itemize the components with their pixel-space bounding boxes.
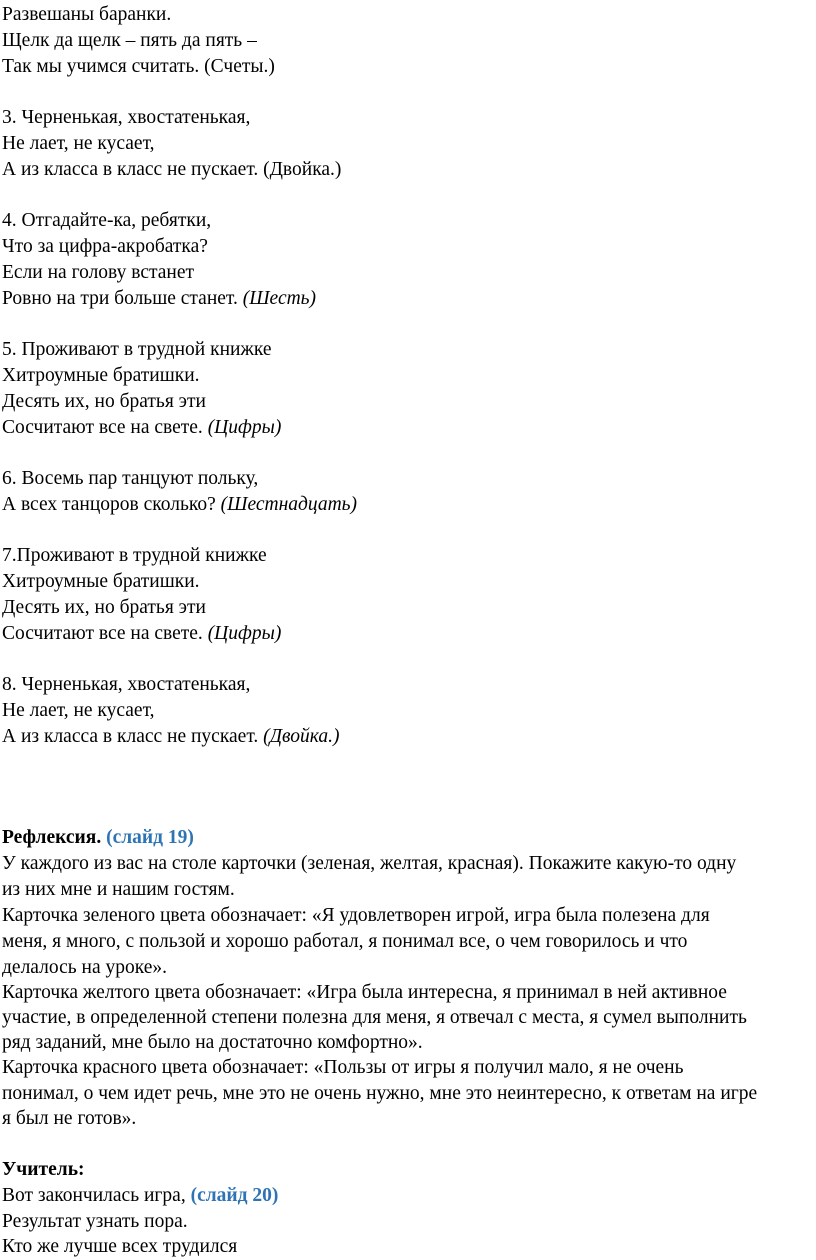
- teacher-heading: Учитель:: [2, 1159, 85, 1180]
- teacher-line-3: Кто же лучше всех трудился: [2, 1236, 238, 1257]
- reflection-line-7: участие, в определенной степени полезна для меня, я отвечал с места, я сумел выполнить: [2, 1007, 747, 1028]
- riddle-8-line-1: 8. Черненькая, хвостатенькая,: [2, 674, 251, 695]
- teacher-line-1: [2, 1183, 278, 1209]
- riddle-4-line-1: 4. Отгадайте-ка, ребятки,: [2, 210, 212, 231]
- riddle-8-answer: (Двойка.): [263, 726, 340, 747]
- reflection-line-8: ряд заданий, мне было на достаточно комфортно».: [2, 1032, 423, 1053]
- reflection-line-6: Карточка желтого цвета обозначает: «Игра была интересна, я принимал в ней активное: [2, 982, 727, 1003]
- riddle-5-line-1: 5. Проживают в трудной книжке: [2, 339, 272, 360]
- reflection-line-11: я был не готов».: [2, 1108, 137, 1129]
- teacher-line-2: Результат узнать пора.: [2, 1211, 188, 1232]
- riddle-4-answer: (Шесть): [242, 288, 317, 309]
- riddle-4-line-3: Если на голову встанет: [2, 262, 195, 283]
- riddle-7-text: Сосчитают все на свете.: [2, 623, 203, 644]
- riddle-7-line-4: [2, 621, 281, 647]
- riddle-4-text: Ровно на три больше станет.: [2, 288, 238, 309]
- riddle-8-text: А из класса в класс не пускает.: [2, 726, 259, 747]
- riddle-7-line-1: 7.Проживают в трудной книжке: [2, 545, 267, 566]
- riddle-8-line-2: Не лает, не кусает,: [2, 700, 155, 721]
- riddle-5-line-4: [2, 415, 281, 441]
- riddle-7-line-2: Хитроумные братишки.: [2, 571, 200, 592]
- riddle-2-line-1: Развешаны баранки.: [2, 4, 172, 25]
- reflection-heading: Рефлексия.: [2, 827, 102, 848]
- riddle-5-line-3: Десять их, но братья эти: [2, 391, 206, 412]
- riddle-4-line-4: [2, 286, 316, 312]
- reflection-line-4: меня, я много, с пользой и хорошо работал, я понимал все, о чем говорилось и что: [2, 931, 688, 952]
- riddle-5-text: Сосчитают все на свете.: [2, 417, 203, 438]
- reflection-line-3: Карточка зеленого цвета обозначает: «Я удовлетворен игрой, игра была полезена для: [2, 905, 710, 926]
- reflection-line-9: Карточка красного цвета обозначает: «Пользы от игры я получил мало, я не очень: [2, 1057, 684, 1078]
- riddle-2-line-3: Так мы учимся считать. (Счеты.): [2, 56, 275, 77]
- teacher-slide-ref: (слайд 20): [190, 1185, 279, 1206]
- riddle-7-answer: (Цифры): [207, 623, 282, 644]
- reflection-line-5: делалось на уроке».: [2, 957, 168, 978]
- reflection-line-1: У каждого из вас на столе карточки (зеленая, желтая, красная). Покажите какую-то одну: [2, 853, 737, 874]
- reflection-line-2: из них мне и нашим гостям.: [2, 879, 235, 900]
- reflection-slide-ref: (слайд 19): [106, 827, 194, 848]
- riddle-5-answer: (Цифры): [207, 417, 282, 438]
- riddle-6-line-2: [2, 492, 357, 518]
- riddle-3-line-1: 3. Черненькая, хвостатенькая,: [2, 107, 251, 128]
- riddle-8-line-3: [2, 724, 340, 750]
- riddle-6-answer: (Шестнадцать): [220, 494, 358, 515]
- riddle-5-line-2: Хитроумные братишки.: [2, 365, 200, 386]
- reflection-heading-line: [2, 825, 194, 851]
- riddle-7-line-3: Десять их, но братья эти: [2, 597, 206, 618]
- riddle-3-line-2: Не лает, не кусает,: [2, 133, 155, 154]
- teacher-line-1-text: Вот закончилась игра,: [2, 1185, 186, 1206]
- riddle-6-line-1: 6. Восемь пар танцуют польку,: [2, 468, 259, 489]
- riddle-4-line-2: Что за цифра-акробатка?: [2, 236, 208, 257]
- riddle-6-text: А всех танцоров сколько?: [2, 494, 216, 515]
- reflection-line-10: понимал, о чем идет речь, мне это не очень нужно, мне это неинтересно, к ответам на игре: [2, 1083, 758, 1104]
- riddle-3-line-3: А из класса в класс не пускает. (Двойка.): [2, 159, 342, 180]
- riddle-2-line-2: Щелк да щелк – пять да пять –: [2, 30, 257, 51]
